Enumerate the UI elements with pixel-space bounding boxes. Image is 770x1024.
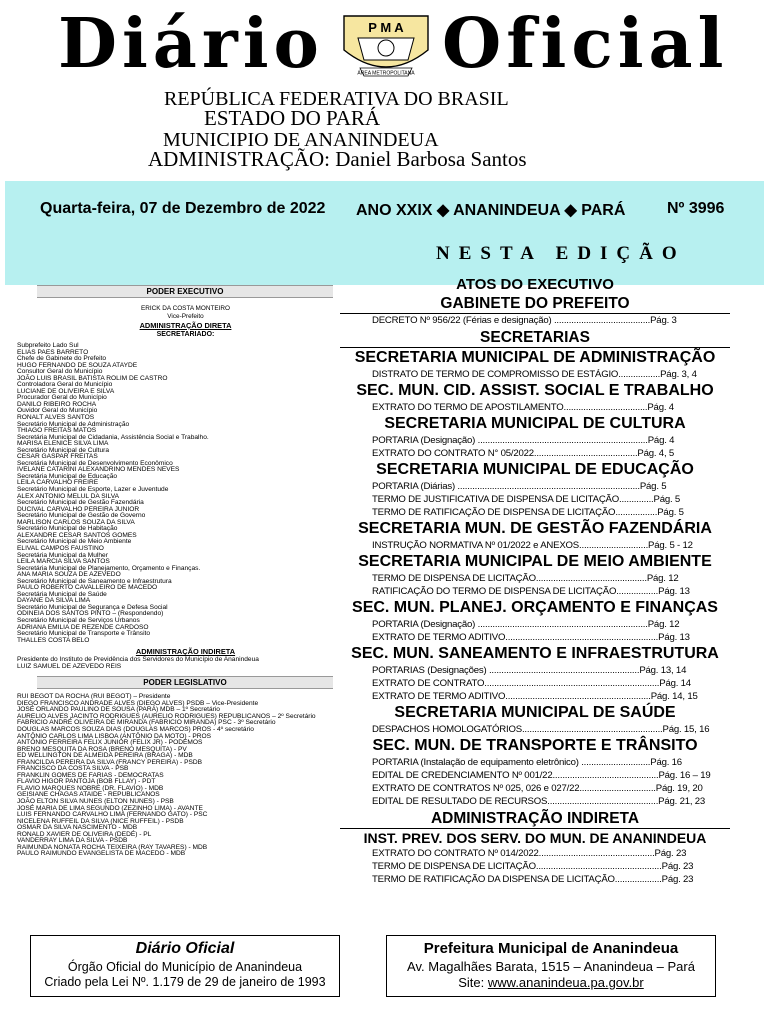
secretariado-line: RONALT ALVES SANTOS bbox=[17, 414, 95, 422]
secretariado-line: ALEX ANTONIO MELUL DA SILVA bbox=[17, 492, 119, 500]
secretariado-line: Secretário Municipal de Segurança e Defesa Social bbox=[17, 603, 168, 611]
vereador-line: FABRICIO ANDRÉ OLIVEIRA DE MIRANDA (FABRICIO MIRANDA) PSC - 3º Secretário bbox=[17, 719, 276, 727]
vereador-line: DIEGO FRANCISCO ANDRADE ALVES (DIEGO ALVES) PSDB – Vice-Presidente bbox=[17, 699, 259, 707]
vereador-line: PAULO RAIMUNDO EVANGELISTA DE MACEDO - MDB bbox=[17, 850, 186, 858]
secretariado-line: DANILO RIBEIRO ROCHA bbox=[17, 400, 97, 408]
contents-entry[interactable]: TERMO DE JUSTIFICATIVA DE DISPENSA DE LICITAÇÃO..............Pág. 5 bbox=[372, 494, 681, 505]
secretariado-line: MARLISON CARLOS SOUZA DA SILVA bbox=[17, 518, 135, 526]
legislativo-list bbox=[17, 694, 334, 858]
contents-entry[interactable]: DISTRATO DE TERMO DE COMPROMISSO DE ESTÁGIO.................Pág. 3, 4 bbox=[372, 369, 697, 380]
municipality-line: MUNICIPIO DE ANANINDEUA bbox=[163, 129, 439, 151]
secretariado-line: Procurador Geral do Município bbox=[17, 394, 107, 402]
edition-year: ANO XXIX ◆ ANANINDEUA ◆ PARÁ bbox=[356, 202, 626, 219]
section-heading: SEC. MUN. PLANEJ. ORÇAMENTO E FINANÇAS bbox=[352, 599, 718, 616]
contents-entry[interactable]: EXTRATO DO CONTRATO Nº 014/2022...............................................Pág. 23 bbox=[372, 848, 687, 859]
contents-entry[interactable]: EDITAL DE CREDENCIAMENTO Nº 001/22...........................................Pág. 16 – 19 bbox=[372, 770, 711, 781]
vereador-line: NICELENA RUFFEIL DA SILVA (NICE RUFFEIL) - PSDB bbox=[17, 817, 184, 825]
secretariado-line: Secretária Municipal de Saúde bbox=[17, 590, 107, 598]
vereador-line: FLAVIO HIGOR PANTOJA (BOB FLLAY) - PDT bbox=[17, 778, 156, 786]
secretariado-line: PAULO ROBERTO CAVALLEIRO DE MACEDO bbox=[17, 584, 158, 592]
section-heading: SECRETARIA MUNICIPAL DE MEIO AMBIENTE bbox=[358, 553, 712, 570]
vereador-line: ANTÔNIO FERREIRA FELIX JUNIOR (FELIX JR) - PODEMOS bbox=[17, 739, 203, 747]
secretariado-line: DUCIVAL CARVALHO PEREIRA JUNIOR bbox=[17, 505, 140, 513]
secretariado-line: Chefe de Gabinete do Prefeito bbox=[17, 355, 107, 363]
section-heading: SECRETARIA MUN. DE GESTÃO FAZENDÁRIA bbox=[358, 520, 712, 537]
secretariado-line: CESAR GASPAR FREITAS bbox=[17, 453, 98, 461]
footer-lei: Criado pela Lei Nº. 1.179 de 29 de janeiro de 1993 bbox=[44, 975, 326, 989]
adm-indireta-contents-heading: ADMINISTRAÇÃO INDIRETA bbox=[340, 809, 730, 829]
secretariado-line: Secretário Municipal de Administração bbox=[17, 420, 130, 428]
masthead-title-left: Diário bbox=[58, 4, 324, 84]
contents-entry[interactable]: PORTARIAS (Designações) .............................................................Pág. 13, 14 bbox=[372, 665, 687, 676]
secretariado-line: LEILA MARCIA SILVA SANTOS bbox=[17, 558, 110, 566]
secretariado-line: ALEXANDRE CESAR SANTOS GOMES bbox=[17, 531, 137, 539]
poder-executivo-header: PODER EXECUTIVO bbox=[37, 285, 333, 298]
secretariado-line: JOÃO LUIS BRASIL BATISTA ROLIM DE CASTRO bbox=[17, 374, 168, 382]
vereador-line: JOSÉ MARIA DE LIMA SEGUNDO (ZEZINHO LIMA) - AVANTE bbox=[17, 804, 203, 812]
vice-role: Vice-Prefeito bbox=[167, 313, 204, 320]
republic-line: REPÚBLICA FEDERATIVA DO BRASIL bbox=[164, 88, 509, 110]
indireta-line: LUIZ SAMUEL DE AZEVEDO REIS bbox=[17, 662, 122, 670]
contents-entry[interactable]: INSTRUÇÃO NORMATIVA Nº 01/2022 e ANEXOS............................Pág. 5 - 12 bbox=[372, 540, 693, 551]
contents-entry[interactable]: TERMO DE RATIFICAÇÃO DA DISPENSA DE LICITAÇÃO...................Pág. 23 bbox=[372, 874, 694, 885]
secretariado-line: DAYANE DA SILVA LIMA bbox=[17, 597, 91, 605]
secretariado-line: LEILA CARVALHO FREIRE bbox=[17, 479, 99, 487]
secretariado-line: ANA MARIA SOUZA DE AZEVEDO bbox=[17, 571, 121, 579]
atos-heading: ATOS DO EXECUTIVO bbox=[456, 276, 614, 293]
secretariado-line: ADRIANA EMILIA DE REZENDE CARDOSO bbox=[17, 623, 149, 631]
contents-entry[interactable]: DESPACHOS HOMOLOGATÓRIOS.........................................................Pág. 15, 16 bbox=[372, 724, 710, 735]
vereador-line: RUI BEGOT DA ROCHA (RUI BEGOT) – Presidente bbox=[17, 693, 171, 701]
seal-ribbon: ÁREA METROPOLITANA bbox=[357, 70, 415, 77]
contents-entry[interactable]: EXTRATO DE CONTRATO.......................................................................Pág. 14 bbox=[372, 678, 691, 689]
contents-entry[interactable]: TERMO DE DISPENSA DE LICITAÇÃO...................................................Pág. 23 bbox=[372, 861, 694, 872]
vereador-line: AURELIO ALVES JACINTO RODRIGUES (AURELIO RODRIGUES) REPUBLICANOS – 2º Secretário bbox=[17, 712, 316, 720]
secretariado-line: Secretário Municipal de Esporte, Lazer e Juventude bbox=[17, 486, 169, 494]
poder-legislativo-header: PODER LEGISLATIVO bbox=[37, 676, 333, 689]
secretariado-heading: SECRETARIADO: bbox=[156, 331, 215, 338]
secretariado-line: Secretário Municipal de Meio Ambiente bbox=[17, 538, 132, 546]
contents-entry[interactable]: EXTRATO DE CONTRATOS Nº 025, 026 e 027/22...............................Pág. 19, 20 bbox=[372, 783, 703, 794]
secretariado-line: Secretária Municipal de Desenvolvimento Econômico bbox=[17, 459, 173, 467]
footer-site-link[interactable]: www.ananindeua.pa.gov.br bbox=[487, 975, 644, 990]
vereador-line: ED WELLINGTON DE ALMEIDA PEREIRA (BRAGA) - MDB bbox=[17, 752, 193, 760]
secretariado-line: Secretário Municipal de Gestão Fazendária bbox=[17, 499, 144, 507]
secretariado-line: Controladora Geral do Município bbox=[17, 381, 113, 389]
secretariado-line: Secretário Municipal de Serviços Urbanos bbox=[17, 616, 140, 624]
vereador-line: FRANKLIN GOMES DE FARIAS - DEMOCRATAS bbox=[17, 771, 164, 779]
secretariado-line: ODINEIA DOS SANTOS PINTO – (Respondendo) bbox=[17, 610, 164, 618]
vereador-line: JOSÉ ORLANDO PAULINO DE SOUSA (PARÁ) MDB – 1º Secretário bbox=[17, 706, 220, 714]
secretariado-line: ELIVAL CAMPOS FAUSTINO bbox=[17, 544, 104, 552]
secretariado-line: THALLES COSTA BELO bbox=[17, 636, 90, 644]
section-heading: SEC. MUN. CID. ASSIST. SOCIAL E TRABALHO bbox=[356, 382, 714, 399]
vereador-line: FRANCISCO DA COSTA SILVA - PSB bbox=[17, 765, 129, 773]
vereador-line: FRANCILDA PEREIRA DA SILVA (FRANCY PEREIRA) - PSDB bbox=[17, 758, 203, 766]
secretariado-line: Secretária Municipal da Mulher bbox=[17, 551, 108, 559]
indireta-list bbox=[17, 657, 334, 670]
footer-title: Diário Oficial bbox=[135, 940, 235, 957]
secretariado-line: MARISA ELENICE SILVA LIMA bbox=[17, 440, 109, 448]
contents-entry[interactable]: EDITAL DE RESULTADO DE RECURSOS.............................................Pág. 21, 23 bbox=[372, 796, 706, 807]
contents-entry[interactable]: RATIFICAÇÃO DO TERMO DE DISPENSA DE LICITAÇÃO.................Pág. 13 bbox=[372, 586, 690, 597]
section-heading: SECRETARIA MUNICIPAL DE EDUCAÇÃO bbox=[376, 461, 694, 478]
footer-orgao: Órgão Oficial do Município de Ananindeua bbox=[67, 960, 303, 974]
municipal-seal-icon bbox=[338, 10, 434, 82]
secretariado-line: LUCIANE DE OLIVEIRA E SILVA bbox=[17, 387, 115, 395]
edition-number: Nº 3996 bbox=[667, 200, 725, 217]
secretariado-line: IVELANE CATARINI ALEXANDRINO MENDES NEVES bbox=[17, 466, 180, 474]
inst-prev-heading: INST. PREV. DOS SERV. DO MUN. DE ANANINDEUA bbox=[363, 830, 707, 846]
vereador-line: FLAVIO MARQUES NOBRE (DR. FLAVIO) - MDB bbox=[17, 784, 164, 792]
state-line: ESTADO DO PARÁ bbox=[204, 106, 381, 130]
vereador-line: RONALD XAVIER DE OLIVEIRA (DEDÉ) - PL bbox=[17, 830, 152, 838]
contents-column bbox=[340, 276, 730, 886]
secretariado-line: Secretário Municipal de Gestão de Governo bbox=[17, 512, 146, 520]
section-heading: SEC. MUN. DE TRANSPORTE E TRÂNSITO bbox=[372, 737, 698, 754]
contents-entry[interactable]: TERMO DE DISPENSA DE LICITAÇÃO.............................................Pág. 12 bbox=[372, 573, 679, 584]
secretariado-line: Subprefeito Lado Sul bbox=[17, 342, 79, 349]
secretariado-list bbox=[17, 343, 334, 644]
footer-box-prefeitura bbox=[386, 935, 716, 997]
secretariado-line: Secretário Municipal de Habitação bbox=[17, 525, 118, 533]
footer-box-diario bbox=[30, 935, 340, 997]
edition-band bbox=[5, 181, 764, 285]
vereador-line: RAIMUNDA NONATA ROCHA TEIXEIRA (RAY TAVARES) - MDB bbox=[17, 843, 208, 851]
section-heading: SECRETARIA MUNICIPAL DE SAÚDE bbox=[394, 704, 676, 721]
secretariado-line: Secretária Municipal de Educação bbox=[17, 472, 118, 480]
vereador-line: ANTÔNIO CARLOS LIMA LISBOA (ANTÔNIO DA MOTO) - PROS bbox=[17, 732, 212, 740]
contents-entry[interactable]: PORTARIA (Diárias) ..........................................................................Pág. 5 bbox=[372, 481, 667, 492]
secretariado-line: Secretária Municipal de Cidadania, Assistência Social e Trabalho. bbox=[17, 433, 209, 441]
secretariado-line: Consultor Geral do Município bbox=[17, 368, 103, 376]
masthead-title-right: Oficial bbox=[442, 4, 729, 84]
vereador-line: JOÃO ELTON SILVA NUNES (ELTON NUNES) - PSB bbox=[17, 798, 174, 805]
secretariado-line: Secretário Municipal de Cultura bbox=[17, 446, 109, 454]
contents-entry[interactable]: EXTRATO DE TERMO ADITIVO...........................................................Pág. 14, 15 bbox=[372, 691, 698, 702]
vereador-line: VANDERRAY LIMA DA SILVA - PSDB bbox=[17, 837, 128, 845]
secretariado-line: Secretário Municipal de Saneamento e Infraestrutura bbox=[17, 577, 172, 585]
footer-site-label: Site: bbox=[458, 975, 488, 990]
adm-direta-heading: ADMINISTRAÇÃO DIRETA bbox=[139, 321, 232, 330]
contents-entry[interactable]: PORTARIA (Designação) .....................................................................Pág. 12 bbox=[372, 619, 680, 630]
section-heading: SEC. MUN. SANEAMENTO E INFRAESTRUTURA bbox=[351, 645, 719, 662]
adm-indireta-heading: ADMINISTRAÇÃO INDIRETA bbox=[135, 647, 236, 657]
vice-name: ERICK DA COSTA MONTEIRO bbox=[140, 305, 230, 312]
secretariado-line: Secretária Municipal de Planejamento, Orçamento e Finanças. bbox=[17, 564, 201, 572]
contents-entry[interactable]: PORTARIA (Instalação de equipamento eletrônico) ............................Pág. 16 bbox=[372, 757, 682, 768]
secretarias-heading: SECRETARIAS bbox=[340, 328, 730, 348]
administration-line: ADMINISTRAÇÃO: Daniel Barbosa Santos bbox=[148, 147, 527, 171]
vereador-line: DOUGLAS MARCOS SOUZA DIAS (DOUGLAS MARCOS) PROS - 4º secretário bbox=[17, 725, 254, 733]
contents-entry[interactable]: EXTRATO DO TERMO DE APOSTILAMENTO..................................Pág. 4 bbox=[372, 402, 674, 413]
masthead bbox=[0, 0, 770, 180]
section-heading: SECRETARIA MUNICIPAL DE ADMINISTRAÇÃO bbox=[354, 349, 716, 366]
seal-letters: P M A bbox=[368, 20, 404, 35]
gabinete-heading: GABINETE DO PREFEITO bbox=[340, 294, 730, 314]
vereador-line: OSMAR DA SILVA NASCIMENTO - MDB bbox=[17, 824, 138, 832]
footer-address: Av. Magalhães Barata, 1515 – Ananindeua – Pará bbox=[407, 959, 695, 974]
secretariado-line: THIAGO FREITAS MATOS bbox=[17, 427, 97, 435]
vereador-line: GEISIANE CHAGAS ATAIDE - REPUBLICANOS bbox=[17, 791, 160, 799]
contents-entry[interactable]: DECRETO Nº 956/22 (Férias e designação) .......................................Pág. 3 bbox=[372, 315, 677, 326]
nesta-edicao-heading: NESTA EDIÇÃO bbox=[436, 243, 686, 264]
edition-date: Quarta-feira, 07 de Dezembro de 2022 bbox=[40, 200, 326, 217]
section-heading: SECRETARIA MUNICIPAL DE CULTURA bbox=[384, 415, 686, 432]
secretariado-line: Ouvidor Geral do Município bbox=[17, 407, 98, 415]
secretariado-line: HUGO FERNANDO DE SOUZA ATAYDE bbox=[17, 361, 138, 369]
secretariado-line: ELIAS PAES BARRETO bbox=[17, 348, 89, 356]
secretariado-line: Secretário Municipal de Transporte e Trânsito bbox=[17, 630, 151, 638]
contents-entry[interactable]: PORTARIA (Designação) .....................................................................Pág. 4 bbox=[372, 435, 675, 446]
vereador-line: LUIS FERNANDO CARVALHO LIMA (FERNANDO GATO) - PSC bbox=[17, 811, 208, 819]
contents-entry[interactable]: TERMO DE RATIFICAÇÃO DE DISPENSA DE LICITAÇÃO.................Pág. 5 bbox=[372, 507, 684, 518]
vereador-line: BRENO MESQUITA DA ROSA (BRENO MESQUITA) - PV bbox=[17, 745, 187, 753]
contents-entry[interactable]: EXTRATO DE TERMO ADITIVO..............................................................Pág. 13 bbox=[372, 632, 690, 643]
footer-prefeitura-title: Prefeitura Municipal de Ananindeua bbox=[423, 940, 679, 957]
indireta-line: Presidente do Instituto de Previdência dos Servidores do Município de Ananindeua bbox=[17, 656, 259, 664]
authorities-column bbox=[17, 285, 334, 858]
contents-entry[interactable]: EXTRATO DO CONTRATO N° 05/2022..........................................Pág. 4, 5 bbox=[372, 448, 675, 459]
